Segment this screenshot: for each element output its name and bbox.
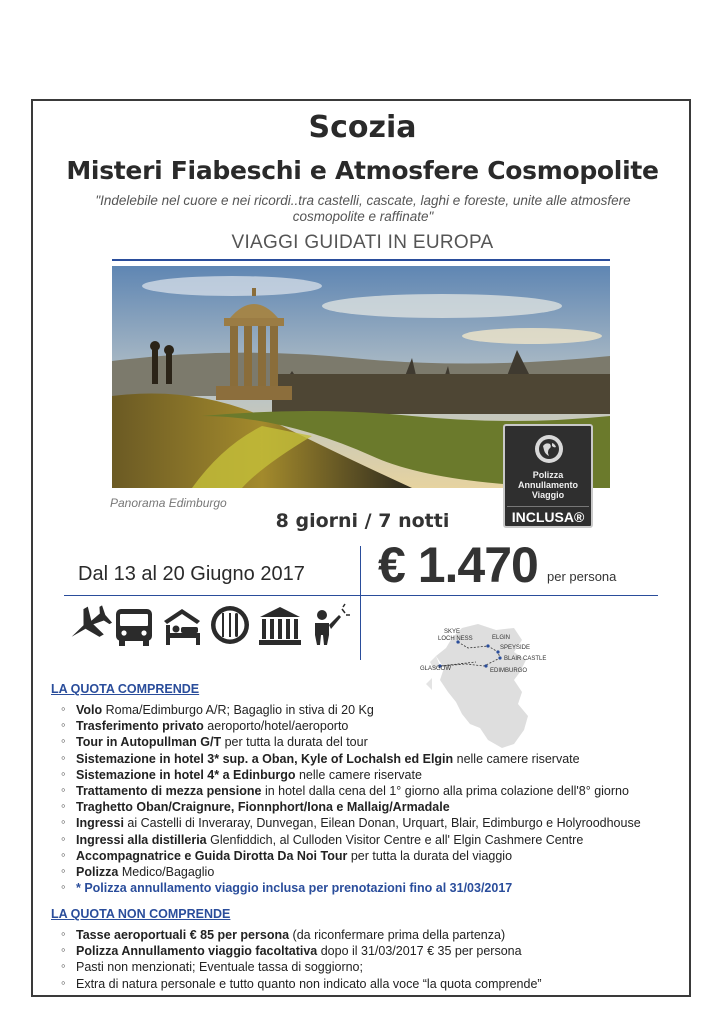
list-item-bold: Accompagnatrice e Guida Dirotta Da Noi Tour [76, 848, 348, 863]
map-label-blair-castle: BLAIR CASTLE [504, 656, 547, 662]
list-item-text: Extra di natura personale e tutto quanto non indicato alla voce “la quota comprende” [76, 976, 542, 991]
list-item [60, 959, 542, 975]
page-subtitle: Misteri Fiabeschi e Atmosfere Cosmopolite [66, 156, 659, 185]
list-item-text: in hotel dalla cena del 1° giorno alla prima colazione dell'8° giorno [261, 784, 629, 799]
museum-icon [259, 607, 301, 645]
map-label-glasgow: GLASGOW [420, 666, 452, 672]
list-item-text: Pasti non menzionati; Eventuale tassa di soggiorno; [76, 960, 363, 975]
list-item-bold: Trattamento di mezza pensione [76, 784, 262, 799]
list-item-bold: Trasferimento privato [76, 719, 204, 734]
list-item [60, 702, 641, 718]
page-title: Scozia [308, 110, 417, 145]
list-item-bold: Volo [76, 703, 103, 717]
list-item-bold: Polizza [76, 865, 119, 880]
services-icon-row [66, 603, 352, 649]
list-item-text: nelle camere riservate [295, 767, 422, 782]
list-item-bold: Tour in Autopullman G/T [76, 735, 222, 750]
list-item [60, 927, 542, 943]
list-item-text: Medico/Bagaglio [118, 865, 215, 880]
list-item-bold: Ingressi alla distilleria [76, 832, 207, 847]
list-item-text: per tutta la durata del tour [221, 735, 368, 750]
list-item [60, 799, 641, 815]
price-vertical-divider [360, 546, 361, 660]
price-horizontal-divider [64, 595, 658, 596]
list-item-bold: Tasse aeroportuali € 85 per persona [76, 928, 290, 942]
dining-icon [211, 606, 249, 644]
map-label-loch-ness: LOCH NESS [438, 636, 473, 642]
list-item-text: nelle camere riservate [453, 751, 580, 766]
list-item [60, 943, 542, 959]
price-unit: per persona [547, 569, 617, 584]
list-item-text: Roma/Edimburgo A/R; Bagaglio in stiva di 20 Kg [102, 703, 374, 717]
tagline-quote: "Indelebile nel cuore e nei ricordi..tra castelli, cascate, laghi e foreste, unite alle atmosfere cosmopolite e raffinate" [95, 193, 631, 224]
hotel-bed-icon [164, 609, 200, 645]
badge-line-2: Annullamento [518, 480, 578, 490]
map-label-elgin: ELGIN [492, 635, 511, 641]
list-item [60, 751, 641, 767]
list-item-bold: Traghetto Oban/Craignure, Fionnphort/Iona e Mallaig/Armadale [76, 800, 450, 815]
guide-icon [315, 604, 350, 645]
map-label-speyside: SPEYSIDE [500, 645, 531, 651]
badge-line-3: Viaggio [531, 490, 565, 500]
includes-list [60, 702, 641, 896]
list-item-text: ai Castelli di Inveraray, Dunvegan, Eilean Donan, Urquart, Blair, Edimburgo e Holyroodhouse [123, 816, 641, 831]
list-item-text: (da riconfermare prima della partenza) [289, 928, 506, 942]
list-item [60, 783, 641, 799]
map-label-skye: SKYE [444, 629, 461, 635]
globe-icon [534, 434, 564, 464]
list-item-bold: Ingressi [76, 816, 124, 831]
photo-caption: Panorama Edimburgo [110, 496, 227, 510]
list-item-bold: Sistemazione in hotel 3* sup. a Oban, Kyle of Lochalsh ed Elgin [76, 751, 454, 766]
list-item [60, 864, 641, 880]
list-item-text: dopo il 31/03/2017 € 35 per persona [317, 944, 522, 959]
list-item-text: per tutta la durata del viaggio [347, 848, 513, 863]
insurance-highlight-item: ◦ * Polizza annullamento viaggio inclusa per prenotazioni fino al 31/03/2017 [60, 880, 641, 896]
category-label: VIAGGI GUIDATI IN EUROPA [231, 232, 494, 253]
trip-price: € 1.470 [378, 537, 538, 593]
list-item-bold: Polizza Annullamento viaggio facoltativa [76, 944, 318, 959]
airplane-icon [66, 603, 115, 649]
header-divider [112, 259, 610, 261]
bus-icon [116, 609, 152, 646]
list-item [60, 832, 641, 848]
list-item [60, 976, 542, 992]
list-item-text: aeroporto/hotel/aeroporto [203, 719, 349, 734]
badge-line-1: Polizza [532, 470, 564, 480]
list-item [60, 718, 641, 734]
list-item-text: Glenfiddich, al Culloden Visitor Centre e all' Elgin Cashmere Centre [206, 832, 584, 847]
list-item [60, 734, 641, 750]
list-item [60, 848, 641, 864]
excludes-heading: LA QUOTA NON COMPRENDE [51, 907, 231, 921]
list-item-bold: Sistemazione in hotel 4* a Edinburgo [76, 767, 296, 782]
badge-included-label: INCLUSA® [507, 506, 589, 525]
excludes-list [60, 927, 542, 992]
list-item [60, 815, 641, 831]
map-label-edimburgo: EDIMBURGO [490, 668, 528, 674]
trip-duration: 8 giorni / 7 notti [275, 510, 450, 532]
trip-dates: Dal 13 al 20 Giugno 2017 [78, 563, 305, 585]
includes-heading: LA QUOTA COMPRENDE [51, 682, 200, 696]
list-item [60, 767, 641, 783]
